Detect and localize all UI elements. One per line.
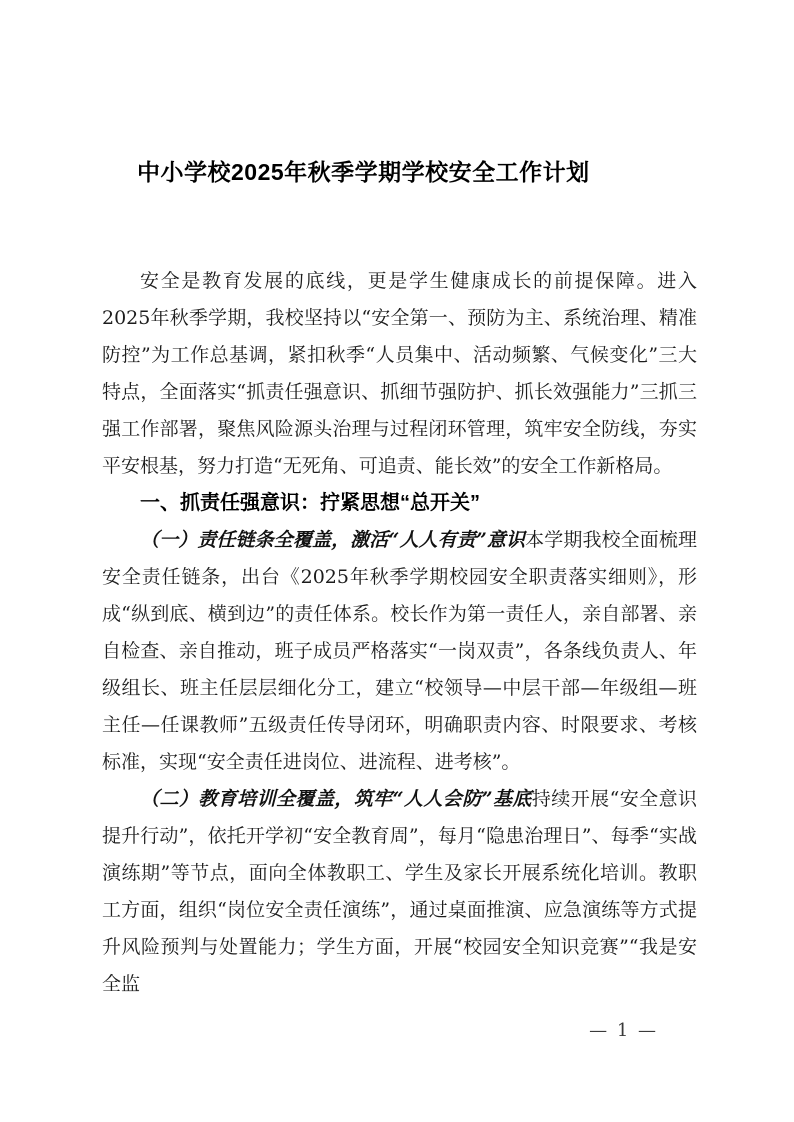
subsection-2-body: 持续开展“安全意识提升行动”，依托开学初“安全教育周”，每月“隐患治理日”、每季“实战演练期”等节点，面向全体教职工、学生及家长开展系统化培训。教职工方面，组织“岗位安全责任演练”，通过桌面推演、应急演练等方式提升风险预判与处置能力；学生方面，开展“校园安全知识竞赛”“我是安全监 xyxy=(102,788,698,995)
intro-paragraph: 安全是教育发展的底线，更是学生健康成长的前提保障。进入2025年秋季学期，我校坚持以“安全第一、预防为主、系统治理、精准防控”为工作总基调，紧扣秋季“人员集中、活动频繁、气候变化”三大特点，全面落实“抓责任强意识、抓细节强防护、抓长效强能力”三抓三强工作部署，聚焦风险源头治理与过程闭环管理，筑牢安全防线，夯实平安根基，努力打造“无死角、可追责、能长效”的安全工作新格局。 xyxy=(102,270,697,477)
subsection-1-paragraph xyxy=(102,522,697,781)
subsection-2-paragraph xyxy=(102,781,697,1003)
subsection-1-lead: （一）责任链条全覆盖，激活“人人有责”意识 xyxy=(140,529,526,551)
section-1-heading: 一、抓责任强意识：拧紧思想“总开关” xyxy=(140,492,480,514)
document-title: 中小学校2025年秋季学期学校安全工作计划 xyxy=(137,159,590,185)
page-number: — 1 — xyxy=(589,1020,658,1041)
subsection-1-body: 本学期我校全面梳理安全责任链条，出台《2025年秋季学期校园安全职责落实细则》，形成“纵到底、横到边”的责任体系。校长作为第一责任人，亲自部署、亲自检查、亲自推动，班子成员严格落实“一岗双责”，各条线负责人、年级组长、班主任层层细化分工，建立“校领导—中层干部—年级组—班主任—任课教师”五级责任传导闭环，明确职责内容、时限要求、考核标准，实现“安全责任进岗位、进流程、进考核”。 xyxy=(102,529,697,773)
subsection-2-lead: （二）教育培训全覆盖，筑牢“人人会防”基底 xyxy=(140,788,532,810)
